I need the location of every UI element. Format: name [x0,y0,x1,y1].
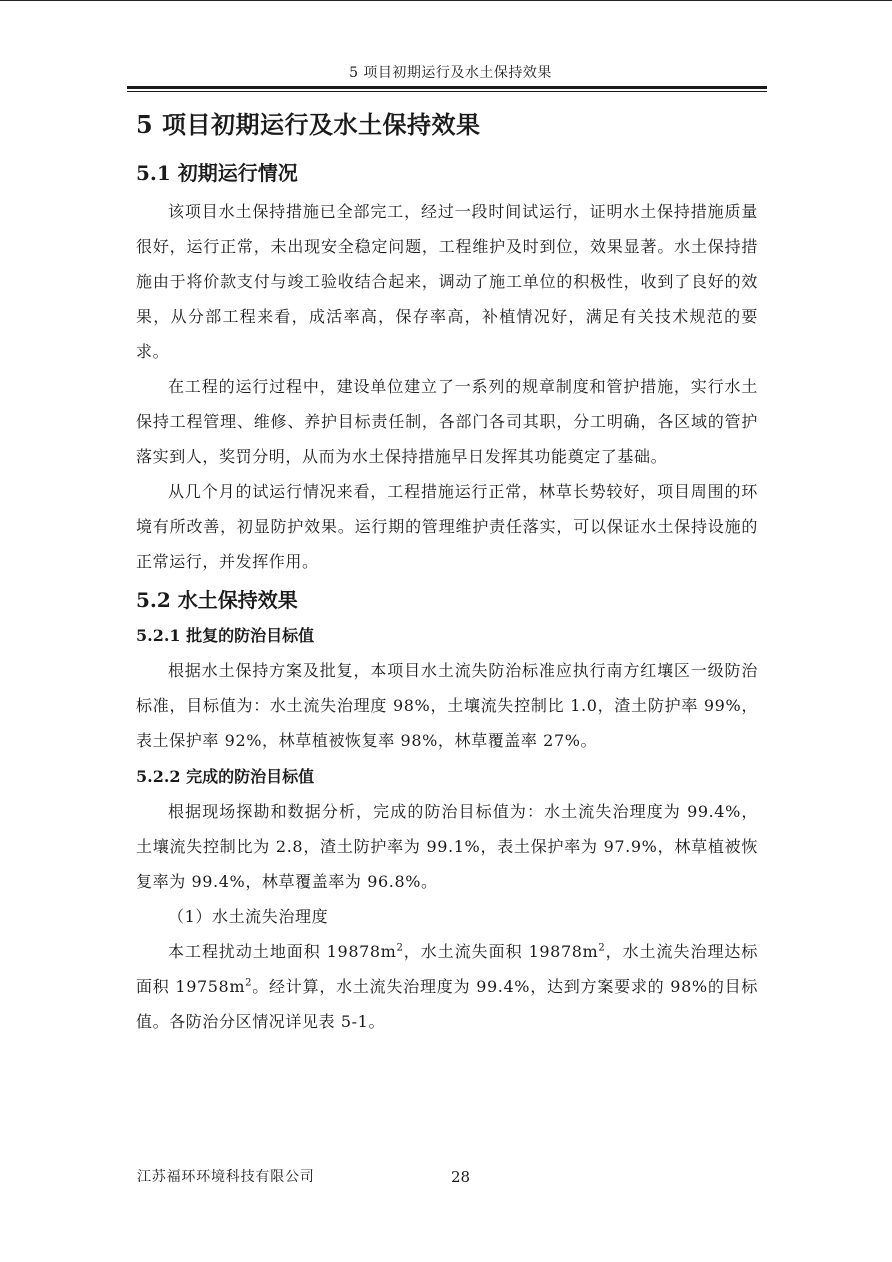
paragraph: 根据现场探勘和数据分析，完成的防治目标值为：水土流失治理度为 99.4%，土壤流失控制比为 2.8，渣土防护率为 99.1%，表土保护率为 97.9%，林草植被恢复率为 99.4%，林草覆盖率为 96.8%。 [136,802,758,891]
superscript-2: 2 [598,942,606,954]
subsection-title-5-2-1: 5.2.1 批复的防治目标值 [136,626,315,645]
text-run: ，水土流失治理达标面积 19758m [136,942,759,996]
running-header: 5 项目初期运行及水土保持效果 [349,65,552,81]
page-number: 28 [451,1168,471,1186]
text-run: ，水土流失面积 19878m [403,942,599,961]
paragraph: 在工程的运行过程中，建设单位建立了一系列的规章制度和管护措施，实行水土保持工程管理、维修、养护目标责任制，各部门各司其职，分工明确，各区域的管护落实到人，奖罚分明，从而为水土保持措施早日发挥其功能奠定了基础。 [136,377,758,466]
text-run: 本工程扰动土地面积 19878m [168,942,397,961]
list-item-label: （1）水土流失治理度 [168,907,329,926]
header-rule-thin [127,91,767,92]
paragraph-with-units [136,934,758,1039]
paragraph: 根据水土保持方案及批复，本项目水土流失防治标准应执行南方红壤区一级防治标准，目标值为：水土流失治理度 98%，土壤流失控制比 1.0，渣土防护率 99%，表土保护率 92%，林草植被恢复率 98%，林草覆盖率 27%。 [136,661,758,750]
header-rule [127,86,767,89]
text-run: 。经计算，水土流失治理度为 99.4%，达到方案要求的 98%的目标值。各防治分区情况详见表 5-1。 [136,977,758,1031]
subsection-title-5-2-2: 5.2.2 完成的防治目标值 [136,767,315,786]
page-top-border [0,0,892,1]
superscript-2: 2 [245,977,253,989]
section-title-5-2: 5.2 水土保持效果 [136,588,298,612]
page-content [136,106,758,1039]
paragraph: 该项目水土保持措施已全部完工，经过一段时间试运行，证明水土保持措施质量很好，运行正常，未出现安全稳定问题，工程维护及时到位，效果显著。水土保持措施由于将价款支付与竣工验收结合起来，调动了施工单位的积极性，收到了良好的效果，从分部工程来看，成活率高，保存率高，补植情况好，满足有关技术规范的要求。 [136,202,758,361]
paragraph: 从几个月的试运行情况来看，工程措施运行正常，林草长势较好，项目周围的环境有所改善，初显防护效果。运行期的管理维护责任落实，可以保证水土保持设施的正常运行，并发挥作用。 [136,482,758,571]
footer-company: 江苏福环环境科技有限公司 [137,1169,315,1185]
section-title-5-1: 5.1 初期运行情况 [136,161,298,185]
superscript-2: 2 [396,942,404,954]
chapter-title: 5 项目初期运行及水土保持效果 [136,110,481,139]
